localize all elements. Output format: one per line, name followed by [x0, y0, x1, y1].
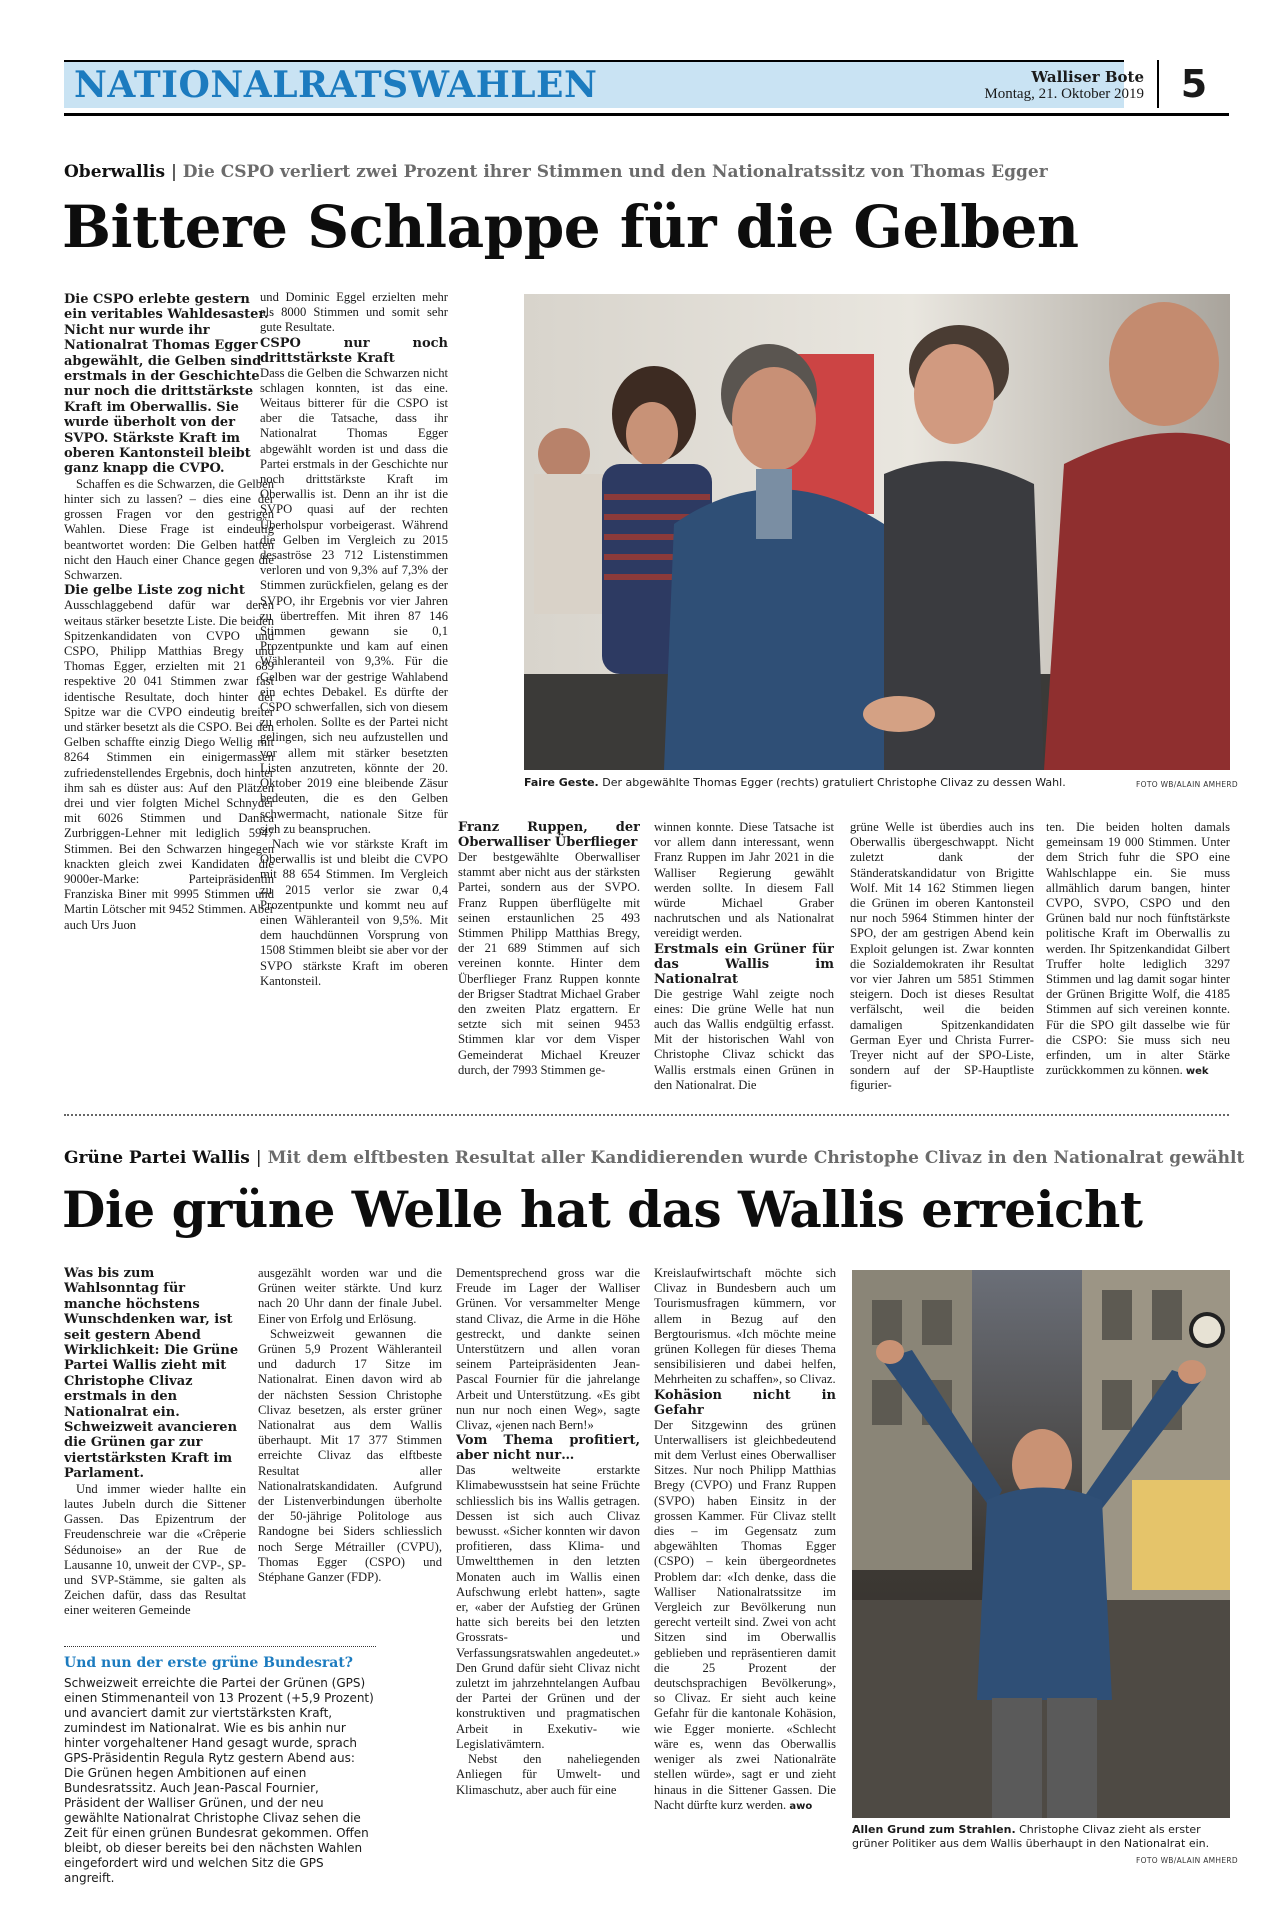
article2-kicker: Grüne Partei Wallis | Mit dem elftbesten Resultat aller Kandidierenden wurde Christophe Clivaz in den Nationalrat gewählt — [64, 1148, 1245, 1168]
article1-paragraph: Schaffen es die Schwarzen, die Gelben hinter sich zu lassen? – dies eine der grossen Fragen vor den gestrigen Wahlen. Diese Frage ist eindeutig beantwortet worden: Die Gelben hatten nicht den Hauch einer Chance gegen die Schwarzen. — [64, 476, 274, 583]
infobox-title: Und nun der erste grüne Bundesrat? — [64, 1646, 376, 1671]
article1-lead: Die CSPO erlebte gestern ein veritables Wahldesaster. Nicht nur wurde ihr Nationalrat Thomas Egger abgewählt, die Gelben sind erstmals in der Geschichte nur noch die drittstärkste Kraft im Oberwallis. Sie wurde überholt von der SVPO. Stärkste Kraft im oberen Kantonsteil bleibt ganz knapp die CVPO. — [64, 292, 269, 477]
article1-column-6 — [1046, 820, 1230, 1114]
article2-column-4 — [654, 1266, 836, 1896]
article1-column-1 — [64, 292, 274, 1114]
article2-paragraph: Das weltweite erstarkte Klimabewusstsein hat seine Früchte schliesslich bis ins Wallis getragen. Dessen ist sich auch Clivaz bewusst. «Sicher konnten wir davon profitieren, dass Klima- und Umweltthemen in den letzten Monaten auch im Wallis einen Aufschwung erlebt hatten», sagte er, «aber der Aufstieg der Grünen hatte sich bereits bei den letzten Grossrats- und Verfassungsratswahlen angedeutet.» Den Grund dafür sieht Clivaz nicht zuletzt im jahrzehntelangen Aufbau der Partei der Grünen und der konstruktiven und pragmatischen Arbeit in Exekutiv- wie Legislativämtern. — [456, 1463, 640, 1751]
article1-kicker-region: Oberwallis — [64, 162, 166, 182]
article1-paragraph: grüne Welle ist überdies auch ins Oberwallis übergeschwappt. Nicht zuletzt dank der Ständeratskandidatur von Brigitte Wolf. Mit 14 162 Stimmen liegen die Grünen im oberen Kantonsteil nur noch 5964 Stimmen hinter der SPO, der am gestrigen Abend kein Exploit gelungen ist. Zwar konnten die Sozialdemokraten ihr Resultat vor vier Jahren um 5851 Stimmen steigern. Doch ist dieses Resultat verfälscht, weil die beiden damaligen Spitzenkandidaten German Eyer und Christa Furrer-Treyer nicht auf der SPO-Liste, sondern auf der SP-Hauptliste figurier- — [850, 820, 1034, 1093]
article2-paragraph: Nebst den naheliegenden Anliegen für Umwelt- und Klimaschutz, aber auch für eine — [456, 1752, 640, 1797]
article1-author: wek — [1185, 1066, 1209, 1078]
article2-column-1 — [64, 1266, 246, 1646]
article1-paragraph: Der bestgewählte Oberwalliser stammt aber nicht aus der stärksten Partei, sondern aus der SVPO. Franz Ruppen überflügelte mit seinen erstaunlichen 25 493 Stimmen Philipp Matthias Bregy, der 21 689 Stimmen auf sich vereinen konnte. Hinter dem Überflieger Franz Ruppen konnte der Brigser Stadtrat Michael Graber den zweiten Platz ergattern. Er setzte sich mit seinen 9453 Stimmen klar vor dem Visper Gemeinderat Michael Kreuzer durch, der 7993 Stimmen ge- — [458, 850, 640, 1077]
article2-paragraph: Der Sitzgewinn des grünen Unterwallisers ist gleichbedeutend mit dem Verlust eines Oberwalliser Sitzes. Nur noch Philipp Matthias Bregy (CVPO) und Franz Ruppen (SVPO) haben Einsitz in der grossen Kammer. Für Clivaz stellt dies – im Gegensatz zum abgewählten Thomas Egger (CSPO) – kein übergeordnetes Problem dar: «Ich denke, dass die Walliser Nationalratssitze im Vergleich zur Bevölkerung nun gerecht verteilt sind. Zwei von acht Sitzen sind im Oberwallis geblieben und repräsentieren damit die 25 Prozent der deutschsprachigen Bevölkerung», so Clivaz. Er sieht auch keine Gefahr für die kantonale Kohäsion, wie Egger monierte. «Schlecht wäre es, wenn das Oberwallis weniger als zwei Nationalräte stellen würde», sagt er und zieht hinaus in die Sittener Gassen. Die Nacht dürfte kurz werden. awo — [654, 1417, 836, 1812]
article2-paragraph: Und immer wieder hallte ein lautes Jubeln durch die Sittener Gassen. Das Epizentrum der Freudenschreie war die «Crêperie Sédunoise» an der Rue de Lausanne 10, unweit der CVP-, SP- und SVP-Stämme, sie galten als Zeichen dafür, dass das Resultat einer weiteren Gemeinde — [64, 1481, 246, 1618]
section-banner — [64, 60, 1124, 108]
article1-photo — [524, 294, 1230, 770]
article2-subheading: Vom Thema profitiert, aber nicht nur… — [456, 1433, 640, 1464]
article2-lead: Was bis zum Wahlsonntag für manche höchstens Wunschdenken war, ist seit gestern Abend Wirklichkeit: Die Grüne Partei Wallis zieht mit Christophe Clivaz erstmals in den Nationalrat ein. Schweizweit avancieren die Grünen gar zur viertstärksten Kraft im Parlament. — [64, 1266, 239, 1482]
article-separator — [64, 1114, 1229, 1116]
article1-headline: Bittere Schlappe für die Gelben — [62, 193, 1079, 261]
bundesrat-infobox — [64, 1646, 376, 1896]
article1-photo-caption: Faire Geste. Der abgewählte Thomas Egger (rechts) gratuliert Christophe Clivaz zu dessen Wahl. — [524, 776, 1066, 789]
article2-kicker-region: Grüne Partei Wallis — [64, 1148, 250, 1168]
article2-author: awo — [789, 1800, 813, 1812]
article1-column-5 — [850, 820, 1034, 1114]
article1-paragraph: winnen konnte. Diese Tatsache ist vor allem dann interessant, wenn Franz Ruppen im Jahr 2021 in die Walliser Regierung gewählt werden sollte. In diesem Fall würde Michael Graber nachrutschen und als Nationalrat vereidigt werden. — [654, 820, 834, 941]
article1-paragraph: Nach wie vor stärkste Kraft im Oberwallis ist und bleibt die CVPO mit 88 654 Stimmen. Im Vergleich zu 2015 verlor sie zwar 0,4 Prozentpunkte und kommt neu auf einen Wähleranteil von 9,5%. Mit dem hauchdünnen Vorsprung von 1508 Stimmen bleibt sie aber vor der SVPO stärkste Kraft im oberen Kantonsteil. — [260, 836, 448, 988]
handshake-photo-illustration — [524, 294, 1230, 770]
infobox-text: Schweizweit erreichte die Partei der Grünen (GPS) einen Stimmenanteil von 13 Prozent (+5,9 Prozent) und avanciert damit zur viertstärksten Kraft, zumindest im Nationalrat. Wie es bis anhin nur hinter vorgehaltener Hand gesagt wurde, sprach GPS-Präsidentin Regula Rytz gestern Abend aus: Die Grünen hegen Ambitionen auf einen Bundesratssitz. Auch Jean-Pascal Fournier, Präsident der Walliser Grünen, und der neu gewählte Nationalrat Christophe Clivaz sehen die Zeit für einen grünen Bundesrat gekommen. Offen bleibt, ob dieser bereits bei den nächsten Wahlen eingefordert wird und welchen Sitz die GPS angreift. — [64, 1676, 374, 1885]
article1-subheading: Die gelbe Liste zog nicht — [64, 583, 245, 599]
article2-column-3 — [456, 1266, 640, 1896]
article1-paragraph: Dass die Gelben die Schwarzen nicht schlagen konnten, ist das eine. Weitaus bitterer für die CSPO ist aber die Tatsache, dass ihr Nationalrat Thomas Egger abgewählt worden ist und dass die Partei erstmals in der Geschichte nur noch drittstärkste Kraft im Oberwallis ist. Denn an ihr ist die SVPO quasi auf der rechten Überholspur vorbeigerast. Während die Gelben im Vergleich zu 2015 desaströse 23 712 Listenstimmen verloren und von 9,3% auf 7,3% der Stimmen zurückfielen, gelang es der SVPO, ihr Ergebnis vor vier Jahren zu übertreffen. Mit ihren 87 146 Stimmen gewann sie 0,1 Prozentpunkte und kam auf einen Wähleranteil von 9,3%. Für die Gelben war der gestrige Wahlabend ein echtes Debakel. Es dürfte der CSPO schwerfallen, sich von diesem zu erholen. Sollte es der Partei nicht gelingen, sich neu aufzustellen und vor allem mit stärker besetzten Listen anzutreten, könnte der 20. Oktober 2019 eine bleibende Zäsur bedeuten, die es den Gelben schwermacht, nationale Sitze für sich zu beanspruchen. — [260, 365, 448, 836]
article2-photo — [852, 1270, 1230, 1818]
page-number: 5 — [1157, 60, 1229, 108]
article2-photo-caption: Allen Grund zum Strahlen. Christophe Clivaz zieht als erster grüner Politiker aus dem Wallis überhaupt in den Nationalrat ein. — [852, 1823, 1210, 1850]
article2-paragraph: ausgezählt worden war und die Grünen weiter stärkte. Und kurz nach 20 Uhr dann der finale Jubel. Einer von Erfolg und Erlösung. — [258, 1266, 442, 1326]
article1-column-4 — [654, 820, 834, 1114]
masthead — [64, 60, 1229, 116]
article1-kicker: Oberwallis | Die CSPO verliert zwei Prozent ihrer Stimmen und den Nationalratssitz von Thomas Egger — [64, 162, 1048, 182]
article2-paragraph: Dementsprechend gross war die Freude im Lager der Walliser Grünen. Vor versammelter Menge stand Clivaz, die Arme in die Höhe gestreckt, und dankte seinen Unterstützern und allen voran seinem Parteipräsidenten Jean-Pascal Fournier für die jahrelange Arbeit und Unterstützung. «Es gibt nun nur noch einen Weg», sagte Clivaz, «jenen nach Bern!» — [456, 1266, 640, 1433]
celebration-photo-illustration — [852, 1270, 1230, 1818]
article1-paragraph: ten. Die beiden holten damals gemeinsam 19 000 Stimmen. Unter dem Strich fuhr die SPO eine Wahlschlappe ein. Sie muss allmählich darum bangen, hinter CVPO, SVPO, CSPO und den Grünen bald nur noch fünftstärkste politische Kraft im Oberwallis zu werden. Ihr Spitzenkandidat Gilbert Truffer holte lediglich 3297 Stimmen und lag damit sogar hinter der Grünen Brigitte Wolf, die 4185 Stimmen auf sich vereinen konnte. Für die SPO gilt dasselbe wie für die CSPO: Sie muss sich neu erfinden, um in alter Stärke zurückkommen zu können. wek — [1046, 820, 1230, 1078]
article1-subheading: Erstmals ein Grüner für das Wallis im Nationalrat — [654, 941, 834, 987]
article2-subheading: Kohäsion nicht in Gefahr — [654, 1387, 836, 1418]
article2-photo-credit: FOTO WB/ALAIN AMHERD — [1136, 1856, 1238, 1865]
article1-photo-credit: FOTO WB/ALAIN AMHERD — [1136, 780, 1238, 789]
article1-subheading: CSPO nur noch drittstärkste Kraft — [260, 335, 448, 366]
article2-headline: Die grüne Welle hat das Wallis erreicht — [62, 1180, 1143, 1239]
article2-paragraph: Kreislaufwirtschaft möchte sich Clivaz in Bundesbern auch um Tourismusfragen kümmern, vor allem in Bezug auf den Bergtourismus. «Ich möchte meine grünen Kollegen für dieses Thema sensibilisieren und dabei helfen, Mehrheiten zu schaffen», so Clivaz. — [654, 1266, 836, 1387]
article1-subheading: Franz Ruppen, der Oberwalliser Überflieger — [458, 820, 640, 850]
article2-column-2 — [258, 1266, 442, 1646]
article1-paragraph: und Dominic Eggel erzielten mehr als 8000 Stimmen und somit sehr gute Resultate. — [260, 290, 448, 335]
issue-date: Montag, 21. Oktober 2019 — [984, 86, 1144, 102]
article1-paragraph: Ausschlaggebend dafür war deren weitaus stärker besetzte Liste. Die beiden Spitzenkandidaten von CVPO und CSPO, Philipp Matthias Bregy und Thomas Egger, erzielten mit 21 689 respektive 20 041 Stimmen zwar fast identische Resultate, doch hinter der Spitze war die CVPO eindeutig breiter und stärker besetzt als die CSPO. Bei den Gelben schaffte einzig Diego Wellig mit 8264 Stimmen ein einigermassen zufriedenstellendes Ergebnis, doch hinter ihm sah es düster aus: Auf den Plätzen drei und vier folgten Michel Schnyder mit 6026 Stimmen und Danica Zurbriggen-Lehner mit lediglich 5947 Stimmen. Bei den Schwarzen hingegen knackten gleich zwei Kandidaten die 9000er-Marke: Parteipräsidentin Franziska Biner mit 9995 Stimmen und Martin Lötscher mit 9452 Stimmen. Aber auch Urs Juon — [64, 598, 274, 932]
article1-column-3 — [458, 820, 640, 1114]
article2-paragraph: Schweizweit gewannen die Grünen 5,9 Prozent Wähleranteil und dadurch 17 Sitze im Nationalrat. Einen davon wird ab der nächsten Session Christophe Clivaz besetzen, als erster grüner Nationalrat aus dem Wallis überhaupt. Mit 17 377 Stimmen erreichte Clivaz das elftbeste Resultat aller Nationalratskandidaten. Aufgrund der Listenverbindungen überholte der 50-jährige Politologe aus Randogne bei Siders schliesslich noch Serge Métrailler (CVPU), Thomas Egger (CSPO) und Stéphane Ganzer (FDP). — [258, 1326, 442, 1585]
newspaper-name: Walliser Bote — [1031, 68, 1144, 86]
section-title: NATIONALRATSWAHLEN — [74, 64, 598, 106]
article1-kicker-text: Die CSPO verliert zwei Prozent ihrer Stimmen und den Nationalratssitz von Thomas Egger — [182, 162, 1048, 182]
article2-kicker-text: Mit dem elftbesten Resultat aller Kandidierenden wurde Christophe Clivaz in den Nationalrat gewählt — [267, 1148, 1245, 1168]
article1-column-2 — [260, 290, 448, 1114]
article1-paragraph: Die gestrige Wahl zeigte noch eines: Die grüne Welle hat nun auch das Wallis endgültig erfasst. Mit der historischen Wahl von Christophe Clivaz schickt das Wallis erstmals einen Grünen in den Nationalrat. Die — [654, 986, 834, 1092]
